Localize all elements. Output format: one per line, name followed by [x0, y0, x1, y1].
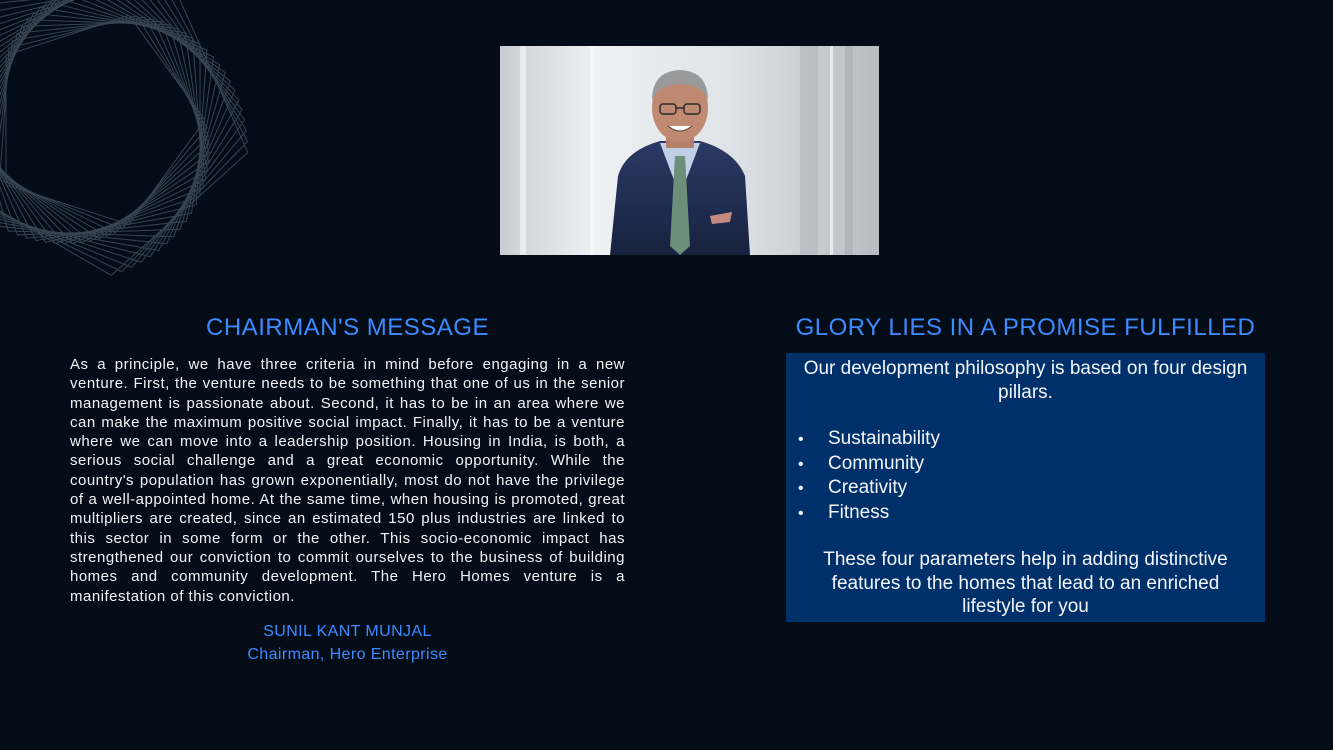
promise-section: [786, 314, 1265, 622]
design-pillars-box: [786, 353, 1265, 622]
bullet-icon: •: [798, 480, 804, 497]
pillar-label: Sustainability: [828, 428, 940, 449]
bullet-icon: •: [798, 504, 804, 522]
chairman-signature: [70, 620, 625, 666]
pillar-label: Fitness: [828, 501, 890, 523]
pillars-intro: Our development philosophy is based on four design pillars.: [803, 358, 1248, 403]
pillar-label: Creativity: [828, 477, 908, 498]
chairman-message-section: [70, 314, 625, 666]
list-item: [798, 501, 1253, 526]
chairman-message-body: As a principle, we have three criteria in mind before engaging in a new venture. First, the venture needs to be something that one of us in the senior management is passionate about. Second, it has to be in an area where we can make the maximum positive social impact. Finally, it has to be a venture where we can move into a leadership position. Housing in India, is both, a serious social challenge and a great economic opportunity. While the country's population has grown exponentially, most do not have the privilege of a well-appointed home. At the same time, when housing is promoted, great multipliers are created, since an estimated 150 plus industries are linked to this sector in some form or the other. This socio-economic impact has strengthened our conviction to commit ourselves to the business of building homes and community development. The Hero Homes venture is a manifestation of this conviction.: [70, 356, 625, 605]
list-item: [798, 476, 1253, 501]
pillar-label: Community: [828, 452, 925, 474]
bullet-icon: •: [798, 431, 804, 448]
chairman-message-heading: CHAIRMAN'S MESSAGE: [206, 314, 489, 341]
chairman-photo: [500, 46, 879, 255]
chairman-title: Chairman, Hero Enterprise: [247, 645, 448, 663]
bullet-icon: •: [798, 455, 804, 473]
chairman-name: SUNIL KANT MUNJAL: [263, 622, 432, 640]
pillars-outro: These four parameters help in adding distinctive features to the homes that lead to an enriched lifestyle for you: [823, 549, 1228, 617]
decorative-line-pattern: [0, 0, 320, 300]
list-item: [798, 452, 1253, 477]
list-item: [798, 427, 1253, 452]
pillars-list: [798, 427, 1253, 525]
promise-heading: GLORY LIES IN A PROMISE FULFILLED: [795, 314, 1256, 341]
